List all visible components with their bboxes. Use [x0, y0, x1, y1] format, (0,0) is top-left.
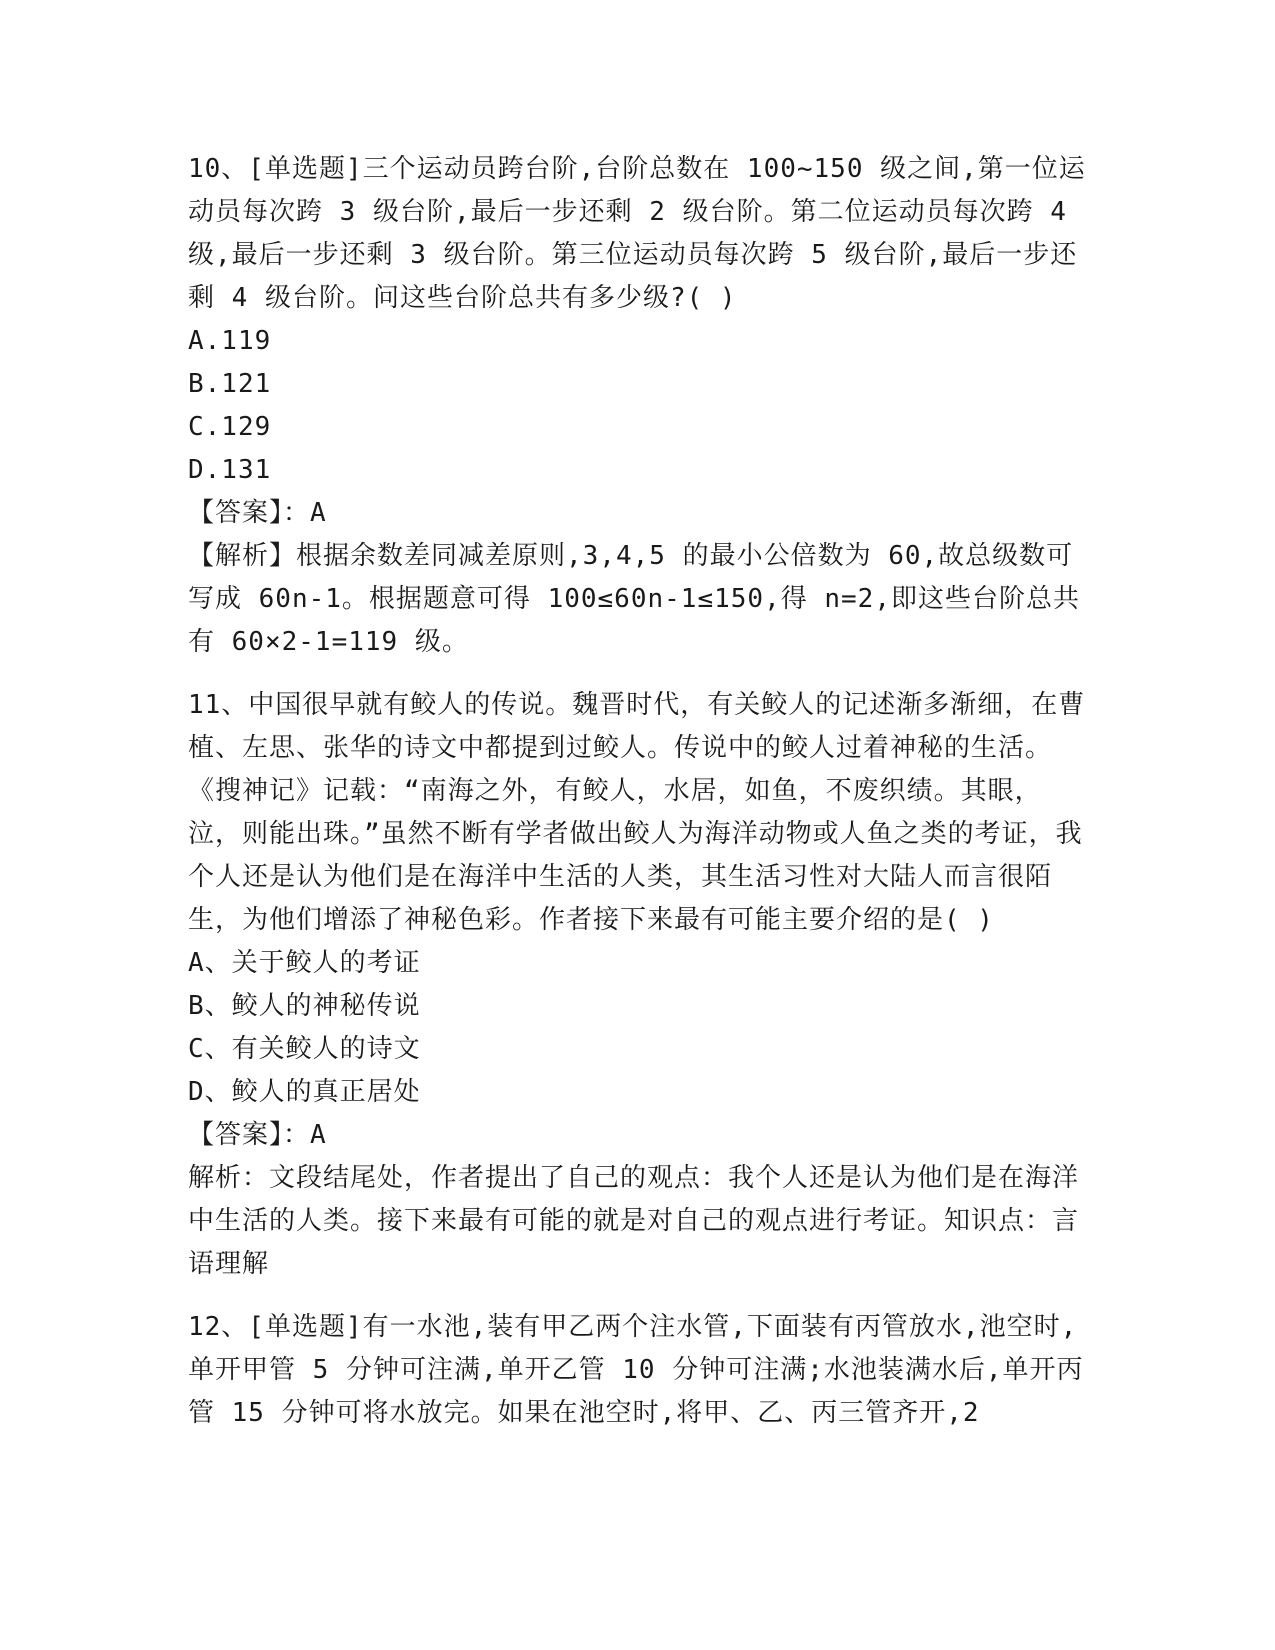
option-d: D、鲛人的真正居处 [188, 1077, 421, 1107]
option-a: A.119 [188, 326, 272, 356]
explanation: 【解析】根据余数差同减差原则,3,4,5 的最小公倍数为 60,故总级数可写成 60n-1。根据题意可得 100≤60n-1≤150,得 n=2,即这些台阶总共有 60×2-1=119 级。 [188, 541, 1080, 657]
question-12 [188, 1306, 1088, 1435]
question-10 [188, 148, 1088, 664]
question-spacer [188, 664, 1088, 684]
question-11 [188, 684, 1088, 1286]
answer: 【答案】：A [188, 1120, 327, 1150]
question-spacer [188, 1286, 1088, 1306]
option-b: B、鲛人的神秘传说 [188, 991, 421, 1021]
answer: 【答案】：A [188, 498, 327, 528]
question-text: 10、[单选题]三个运动员跨台阶,台阶总数在 100~150 级之间,第一位运动员每次跨 3 级台阶,最后一步还剩 2 级台阶。第二位运动员每次跨 4 级,最后一步还剩 3 级台阶。第三位运动员每次跨 5 级台阶,最后一步还剩 4 级台阶。问这些台阶总共有多少级?( ) [188, 154, 1086, 313]
question-text: 11、中国很早就有鲛人的传说。魏晋时代，有关鲛人的记述渐多渐细，在曹植、左思、张华的诗文中都提到过鲛人。传说中的鲛人过着神秘的生活。《搜神记》记载：“南海之外，有鲛人，水居，如鱼，不废织绩。其眼，泣，则能出珠。”虽然不断有学者做出鲛人为海洋动物或人鱼之类的考证，我个人还是认为他们是在海洋中生活的人类，其生活习性对大陆人而言很陌生，为他们增添了神秘色彩。作者接下来最有可能主要介绍的是( ) [188, 690, 1086, 935]
document-page [188, 148, 1088, 1435]
option-d: D.131 [188, 455, 272, 485]
explanation: 解析：文段结尾处，作者提出了自己的观点：我个人还是认为他们是在海洋中生活的人类。接下来最有可能的就是对自己的观点进行考证。知识点：言语理解 [188, 1163, 1080, 1279]
option-c: C.129 [188, 412, 272, 442]
question-text: 12、[单选题]有一水池,装有甲乙两个注水管,下面装有丙管放水,池空时,单开甲管 5 分钟可注满,单开乙管 10 分钟可注满;水池装满水后,单开丙管 15 分钟可将水放完。如果在池空时,将甲、乙、丙三管齐开,2 [188, 1312, 1084, 1428]
option-c: C、有关鲛人的诗文 [188, 1034, 421, 1064]
option-a: A、关于鲛人的考证 [188, 948, 421, 978]
option-b: B.121 [188, 369, 272, 399]
